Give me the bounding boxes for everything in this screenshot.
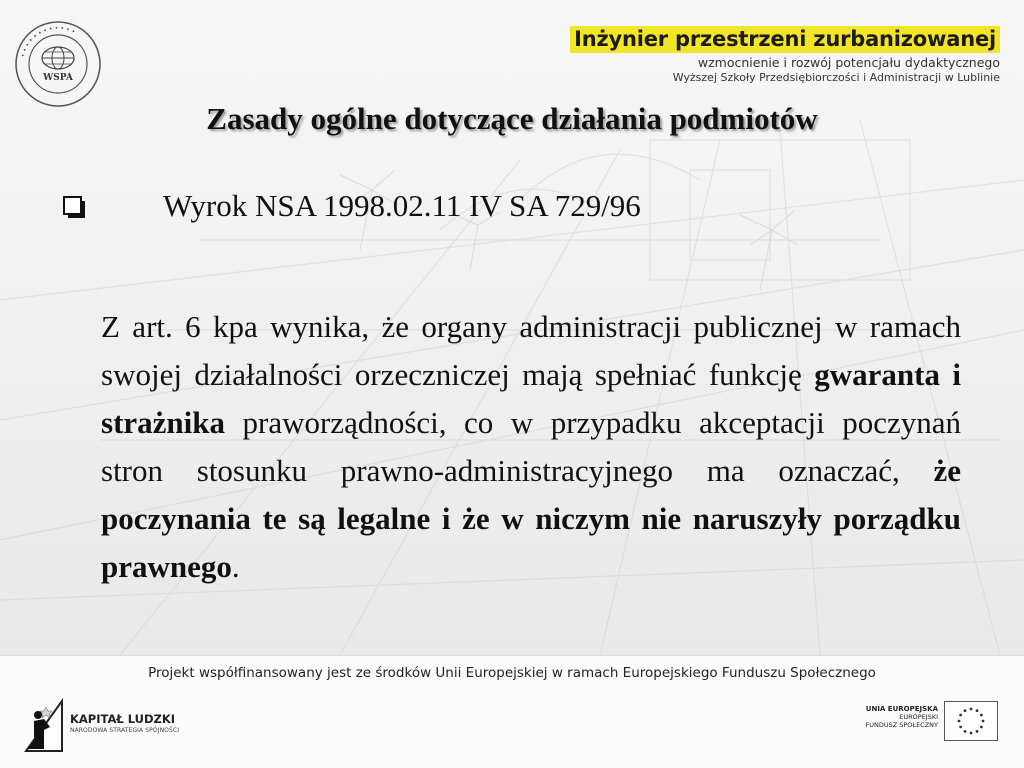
project-header bbox=[570, 26, 1000, 84]
eu-name: UNIA EUROPEJSKA bbox=[865, 705, 938, 713]
project-title: Inżynier przestrzeni zurbanizowanej bbox=[570, 26, 1000, 53]
eu-fund-line2: FUNDUSZ SPOŁECZNY bbox=[865, 721, 938, 729]
body-paragraph bbox=[101, 303, 961, 591]
eu-fund-line1: EUROPEJSKI bbox=[899, 713, 938, 721]
eu-label bbox=[865, 705, 938, 729]
eu-star bbox=[964, 730, 967, 733]
eu-star bbox=[958, 720, 961, 723]
eu-star bbox=[980, 726, 983, 729]
paragraph-text: Z art. 6 kpa wynika, że organy administracji publicznej w ramach swojej działalności orzeczniczej mają spełniać funkcję bbox=[101, 309, 961, 392]
paragraph-bold-text: że poczynania te są legalne i że w niczym nie naruszyły porządku prawnego bbox=[101, 453, 961, 584]
footer-funding-text: Projekt współfinansowany jest ze środków Unii Europejskiej w ramach Europejskiego Funduszu Społecznego bbox=[148, 665, 876, 681]
checkbox-bullet-icon bbox=[63, 196, 85, 217]
eu-star bbox=[980, 714, 983, 717]
eu-star bbox=[964, 709, 967, 712]
paragraph-text: praworządności, co w przypadku akceptacji poczynań stron stosunku prawno-administracyjnego ma oznaczać, bbox=[101, 405, 961, 488]
footer bbox=[0, 655, 1024, 768]
eu-star bbox=[959, 726, 962, 729]
eu-star bbox=[970, 708, 973, 711]
school-name: Wyższej Szkoły Przedsiębiorczości i Administracji w Lublinie bbox=[672, 71, 1000, 84]
bullet-text: Wyrok NSA 1998.02.11 IV SA 729/96 bbox=[163, 188, 641, 223]
bullet-item bbox=[63, 188, 641, 224]
kapital-ludzki-label bbox=[70, 712, 179, 734]
kapital-ludzki-subtitle: NARODOWA STRATEGIA SPÓJNOŚCI bbox=[70, 727, 180, 734]
eu-star bbox=[959, 714, 962, 717]
project-subtitle: wzmocnienie i rozwój potencjału dydaktycznego bbox=[697, 55, 1000, 70]
eu-star bbox=[982, 720, 985, 723]
kapital-ludzki-name: KAPITAŁ LUDZKI bbox=[70, 712, 176, 726]
eu-flag-icon bbox=[944, 701, 998, 741]
eu-star bbox=[976, 709, 979, 712]
paragraph-text: . bbox=[231, 549, 240, 584]
slide-title: Zasady ogólne dotyczące działania podmiotów bbox=[206, 101, 818, 136]
svg-text:WSPA: WSPA bbox=[43, 73, 73, 83]
eu-star bbox=[976, 730, 979, 733]
kapital-ludzki-logo-icon bbox=[24, 697, 64, 753]
eu-star bbox=[970, 732, 973, 735]
wspa-logo-icon bbox=[14, 20, 102, 108]
paragraph-bold-text: gwaranta i strażnika bbox=[101, 357, 961, 440]
svg-text:• • • • • • • • • • • •: • • • • • • • • • • • • bbox=[19, 24, 77, 59]
